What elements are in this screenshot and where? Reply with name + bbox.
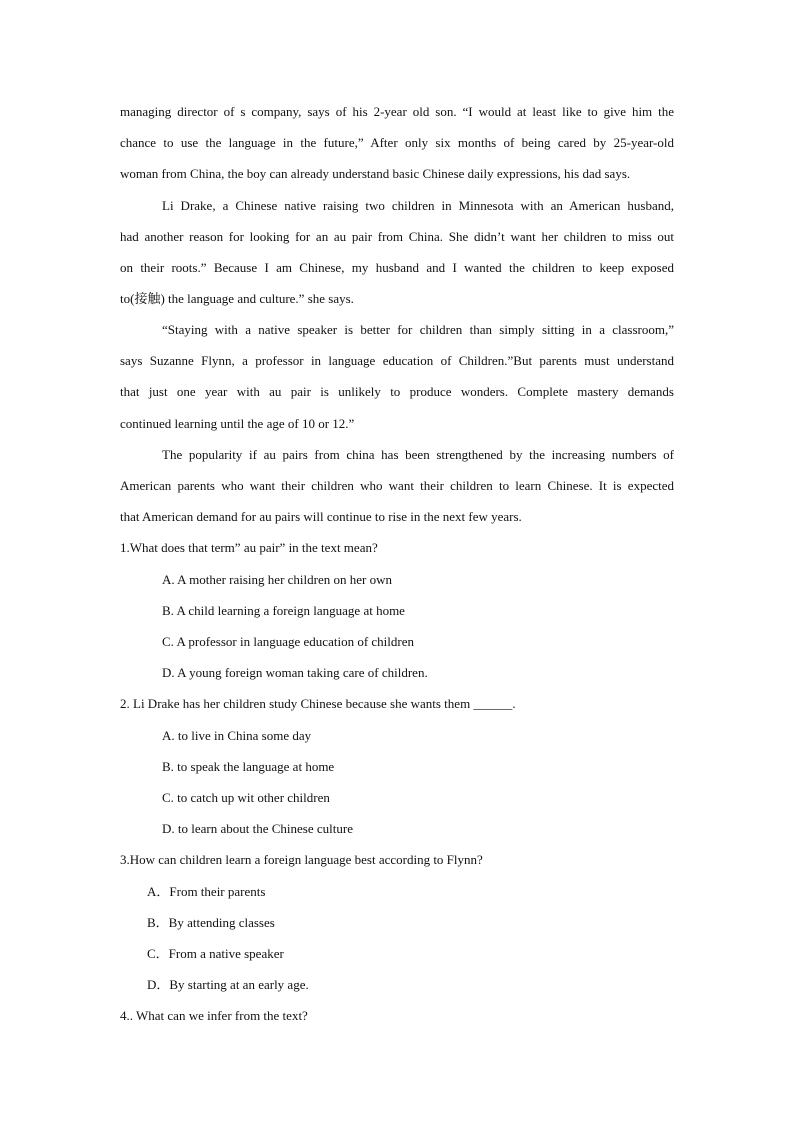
passage-line: managing director of s company, says of his 2-year old son. “I would at least like to give him the xyxy=(120,104,674,119)
passage-line: woman from China, the boy can already understand basic Chinese daily expressions, his dad says. xyxy=(120,166,631,181)
question-stem: 2. Li Drake has her children study Chinese because she wants them ______. xyxy=(120,696,516,711)
passage-line: that American demand for au pairs will continue to rise in the next few years. xyxy=(120,509,522,524)
passage-line: The popularity if au pairs from china has been strengthened by the increasing numbers of xyxy=(162,447,674,462)
passage-line: that just one year with au pair is unlikely to produce wonders. Complete mastery demands xyxy=(120,384,674,399)
passage-line: on their roots.” Because I am Chinese, my husband and I wanted the children to keep exposed xyxy=(120,260,674,275)
answer-option: A. to live in China some day xyxy=(162,728,312,743)
answer-option: C．From a native speaker xyxy=(147,946,284,961)
question-stem: 3.How can children learn a foreign language best according to Flynn? xyxy=(120,852,483,867)
answer-option: D．By starting at an early age. xyxy=(147,977,309,992)
answer-option: B. to speak the language at home xyxy=(162,759,335,774)
passage-line: “Staying with a native speaker is better for children than simply sitting in a classroom,” xyxy=(162,322,674,337)
question-stem: 1.What does that term” au pair” in the text mean? xyxy=(120,540,378,555)
passage-line: had another reason for looking for an au pair from China. She didn’t want her children to miss out xyxy=(120,229,674,244)
answer-option: A. A mother raising her children on her own xyxy=(162,572,392,587)
passage-line: continued learning until the age of 10 or 12.” xyxy=(120,416,355,431)
answer-option: C. A professor in language education of children xyxy=(162,634,414,649)
passage-line: says Suzanne Flynn, a professor in language education of Children.”But parents must understand xyxy=(120,353,674,368)
answer-option: D. to learn about the Chinese culture xyxy=(162,821,353,836)
question-stem: 4.. What can we infer from the text? xyxy=(120,1008,308,1023)
answer-option: D. A young foreign woman taking care of children. xyxy=(162,665,428,680)
answer-option: B．By attending classes xyxy=(147,915,275,930)
answer-option: A．From their parents xyxy=(147,884,266,899)
answer-option: B. A child learning a foreign language at home xyxy=(162,603,405,618)
passage-line: Li Drake, a Chinese native raising two children in Minnesota with an American husband, xyxy=(162,198,674,213)
passage-line: chance to use the language in the future,” After only six months of being cared by 25-year-old xyxy=(120,135,674,150)
passage-line: American parents who want their children who want their children to learn Chinese. It is expected xyxy=(120,478,674,493)
answer-option: C. to catch up wit other children xyxy=(162,790,330,805)
passage-line: to(接触) the language and culture.” she says. xyxy=(120,291,354,306)
